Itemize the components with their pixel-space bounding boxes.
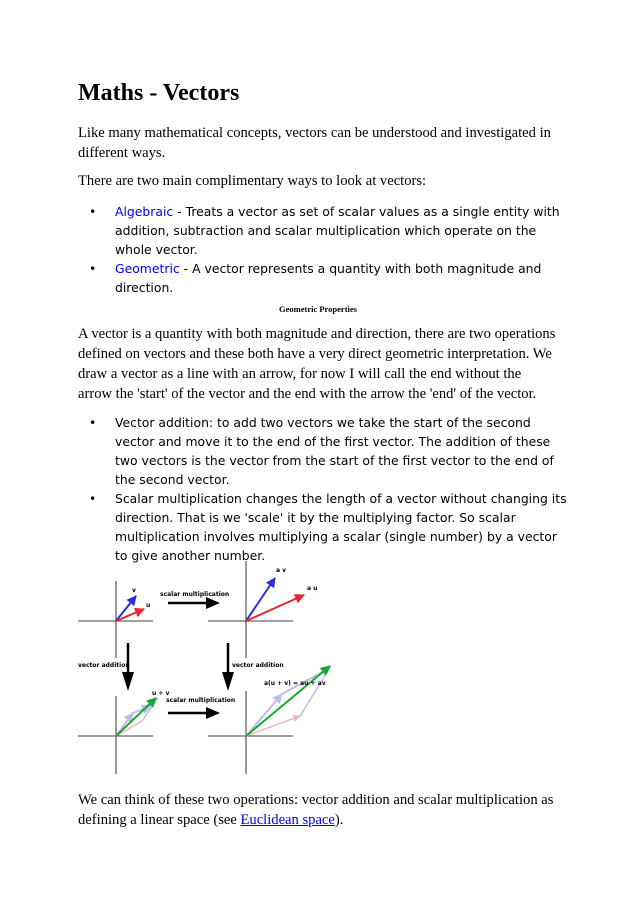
closing-text: We can think of these two operations: vector addition and scalar multiplication as defining a linear space (see <box>78 792 554 828</box>
list-item <box>78 259 568 297</box>
closing-paragraph <box>78 790 558 830</box>
label-av: a v <box>276 567 287 574</box>
section-caption: Geometric Properties <box>279 304 357 314</box>
panel-bottom-left <box>78 690 169 774</box>
label-u: u <box>146 602 151 609</box>
label-distributive: a(u + v) = au + av <box>264 680 326 687</box>
label-u-plus-v: u + v <box>152 690 170 697</box>
label-scalar-mult-bottom: scalar multiplication <box>166 697 236 704</box>
panel-top-left <box>78 581 153 658</box>
list-item-text: - Treats a vector as set of scalar values as a single entity with addition, subtraction and scalar multiplication which operate on the whole vector. <box>115 204 560 257</box>
arrow-head <box>206 707 220 719</box>
algebraic-link[interactable]: Algebraic <box>115 204 174 219</box>
geometric-intro-paragraph: A vector is a quantity with both magnitude and direction, there are two operations defined on vectors and these both have a very direct geometric interpretation. We draw a vector as a line with an arrow, for now I will call the end without the arrow the 'start' of the vector and the end with the arrow the 'end' of the vector. <box>78 326 556 402</box>
label-au: a u <box>307 585 318 592</box>
operations-list <box>78 413 568 565</box>
label-v: v <box>132 587 136 594</box>
list-item-text: - A vector represents a quantity with both magnitude and direction. <box>115 261 542 295</box>
arrow-head <box>222 672 234 691</box>
closing-text-end: ). <box>334 812 344 828</box>
panel-top-right <box>208 561 317 658</box>
geometric-link[interactable]: Geometric <box>115 261 180 276</box>
vector-u-plus-v <box>116 698 156 736</box>
vector-operations-figure <box>78 556 348 776</box>
label-vector-addition-left: vector addition <box>78 662 130 669</box>
intro-paragraph: Like many mathematical concepts, vectors can be understood and investigated in different ways. <box>78 125 551 161</box>
label-vector-addition-right: vector addition <box>232 662 284 669</box>
list-item: • Scalar multiplication changes the length of a vector without changing its direction. That is we 'scale' it by the multiplying factor. So scalar multiplication involves multiplying a scalar (single number) by a vector to give another number. <box>78 489 568 565</box>
page-title: Maths - Vectors <box>78 80 240 106</box>
lead-paragraph: There are two main complimentary ways to look at vectors: <box>78 173 427 189</box>
arrow-head <box>122 672 134 691</box>
label-scalar-mult-top: scalar multiplication <box>160 591 230 598</box>
arrow-head <box>206 597 220 609</box>
list-item: • Vector addition: to add two vectors we take the start of the second vector and move it to the end of the first vector. The addition of these two vectors is the vector from the start of the first vector to the end of the second vector. <box>78 413 568 489</box>
views-list <box>78 202 568 297</box>
list-item <box>78 202 568 259</box>
euclidean-space-link[interactable]: Euclidean space <box>240 812 335 828</box>
vector-a-u-plus-v <box>246 666 330 736</box>
